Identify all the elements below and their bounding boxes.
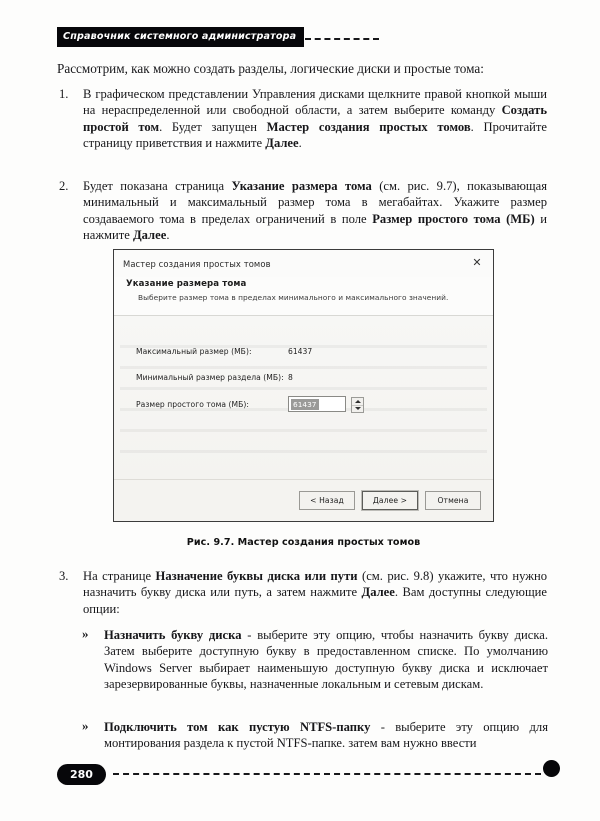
footer-dot-ornament	[543, 760, 560, 777]
dialog-button-bar	[114, 479, 493, 521]
new-simple-volume-wizard-dialog	[113, 249, 494, 522]
spinner-buttons[interactable]	[351, 397, 364, 413]
figure-caption: Рис. 9.7. Мастер создания простых томов	[186, 537, 421, 548]
list-item-number: 3.	[59, 569, 69, 583]
footer-dashed-rule	[113, 773, 541, 775]
bullet-text: Назначить букву диска - выберите эту опцию, чтобы назначить букву диска. Затем выберите доступную букву в предоставленном списке. По умолчанию Windows Server выбирает наименьшую доступную букву диска и исключает зарезервированные буквы, назначенные локальным и сетевым дискам.	[104, 628, 548, 692]
header-dashed-rule	[305, 38, 379, 40]
intro-paragraph: Рассмотрим, как можно создать разделы, логические диски и простые тома:	[57, 61, 484, 76]
simple-volume-size-row	[136, 396, 476, 412]
list-item-text: В графическом представлении Управления дисками щелкните правой кнопкой мыши на нераспределенной или свободной области, а затем выберите команду Создать простой том. Будет запущен Мастер создания простых томов. Прочитайте страницу приветствия и нажмите Далее.	[83, 87, 547, 151]
dialog-title-bar	[114, 250, 493, 277]
minimum-size-value: 8	[288, 372, 293, 382]
page-number-badge: 280	[57, 764, 106, 785]
close-icon[interactable]: ✕	[472, 256, 482, 269]
dialog-page-header	[114, 277, 493, 315]
next-button[interactable]: Далее >	[362, 491, 418, 510]
figure-screenshot	[113, 249, 494, 522]
dialog-title: Мастер создания простых томов	[123, 258, 271, 269]
simple-volume-size-value: 61437	[293, 399, 317, 409]
dialog-body	[114, 316, 493, 479]
back-button[interactable]: < Назад	[299, 491, 355, 510]
maximum-size-value: 61437	[288, 346, 313, 356]
simple-volume-size-label: Размер простого тома (МБ):	[136, 399, 250, 409]
dialog-page-subheading: Выберите размер тома в пределах минимального и максимального значений.	[138, 293, 449, 302]
list-item	[57, 568, 547, 617]
list-item-number: 1.	[59, 87, 69, 101]
bullet-marker: »	[82, 626, 89, 641]
minimum-size-row	[136, 369, 476, 385]
simple-volume-size-input[interactable]	[288, 396, 346, 412]
bullet-item	[80, 719, 548, 752]
list-item-number: 2.	[59, 179, 69, 193]
page-footer	[57, 763, 543, 785]
list-item-text: На странице Назначение буквы диска или пути (см. рис. 9.8) укажите, что нужно назначить букву диска или путь, а затем нажмите Далее. Вам доступны следующие опции:	[83, 569, 547, 616]
list-item	[57, 86, 547, 152]
running-header-title: Справочник системного администратора	[57, 27, 304, 47]
bullet-text: Подключить том как пустую NTFS-папку - выберите эту опцию для монтирования раздела к пустой NTFS-папке. затем вам нужно ввести	[104, 720, 548, 751]
list-item	[57, 178, 547, 244]
spinner-down-icon[interactable]	[352, 405, 363, 413]
bullet-marker: »	[82, 718, 89, 733]
maximum-size-label: Максимальный размер (МБ):	[136, 346, 252, 356]
maximum-size-row	[136, 343, 476, 359]
list-item-text: Будет показана страница Указание размера тома (см. рис. 9.7), показывающая минимальный и максимальный размер тома в мегабайтах. Укажите размер создаваемого тома в пределах ограничений в поле Размер простого тома (МБ) и нажмите Далее.	[83, 179, 548, 243]
bullet-item	[80, 627, 548, 693]
minimum-size-label: Минимальный размер раздела (МБ):	[136, 372, 284, 382]
cancel-button[interactable]: Отмена	[425, 491, 481, 510]
running-header	[57, 27, 543, 47]
dialog-page-heading: Указание размера тома	[126, 279, 247, 289]
